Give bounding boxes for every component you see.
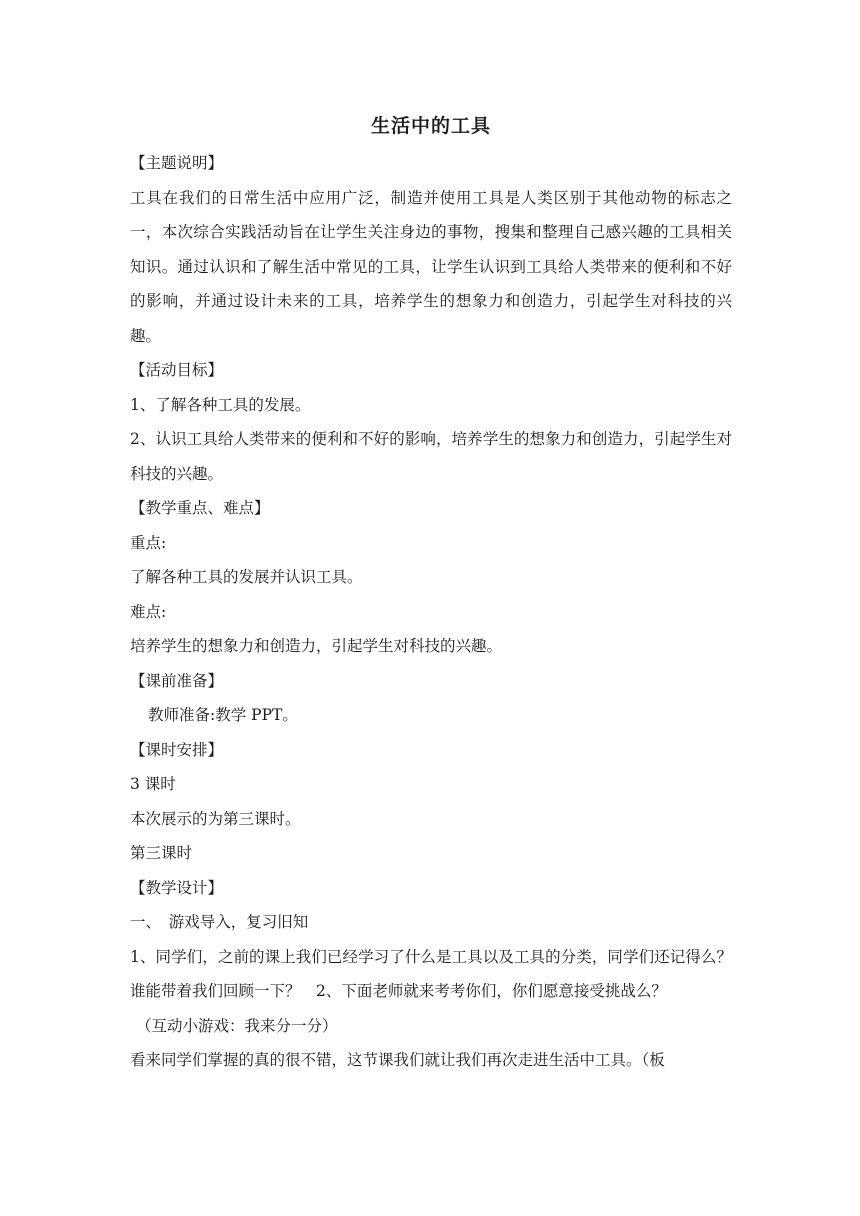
schedule-count: 3 课时 (130, 775, 176, 793)
key-points-heading: 【教学重点、难点】 (130, 499, 270, 517)
theme-paragraph: 工具在我们的日常生活中应用广泛，制造并使用工具是人类区别于其他动物的标志之一，本次综合实践活动旨在让学生关注身边的事物，搜集和整理自己感兴趣的工具相关知识。通过认识和了解生活中常见的工具，让学生认识到工具给人类带来的便利和不好的影响，并通过设计未来的工具，培养学生的想象力和创造力，引起学生对科技的兴趣。 (130, 188, 732, 345)
design-heading: 【教学设计】 (130, 878, 224, 897)
design-questions: 1、同学们，之前的课上我们已经学习了什么是工具以及工具的分类，同学们还记得么？谁能带着我们回顾一下？ 2、下面老师就来考考你们，你们愿意接受挑战么？ (130, 947, 732, 1000)
key-point-label: 重点: (130, 533, 167, 552)
preparation-heading: 【课前准备】 (130, 671, 224, 690)
design-ending: 看来同学们掌握的真的很不错，这节课我们就让我们再次走进生活中工具。（板 (130, 1051, 665, 1069)
preparation-text: 教师准备:教学 PPT。 (148, 706, 298, 724)
schedule-note: 本次展示的为第三课时。 (130, 809, 301, 828)
schedule-heading: 【课时安排】 (130, 740, 224, 759)
difficulty-label: 难点: (130, 602, 167, 621)
goal-item-1: 1、了解各种工具的发展。 (130, 395, 311, 414)
design-game: （互动小游戏：我来分一分） (136, 1016, 338, 1035)
difficulty-text: 培养学生的想象力和创造力，引起学生对科技的兴趣。 (130, 637, 503, 655)
key-point-text: 了解各种工具的发展并认识工具。 (130, 568, 363, 586)
goal-heading: 【活动目标】 (130, 361, 224, 379)
design-step-1: 一、 游戏导入，复习旧知 (130, 913, 309, 931)
document-title: 生活中的工具 (370, 115, 491, 137)
theme-heading: 【主题说明】 (130, 154, 224, 172)
schedule-third-lesson: 第三课时 (130, 844, 193, 862)
document-page (130, 110, 732, 1078)
goal-item-2: 2、认识工具给人类带来的便利和不好的影响，培养学生的想象力和创造力，引起学生对科技的兴趣。 (130, 430, 732, 483)
